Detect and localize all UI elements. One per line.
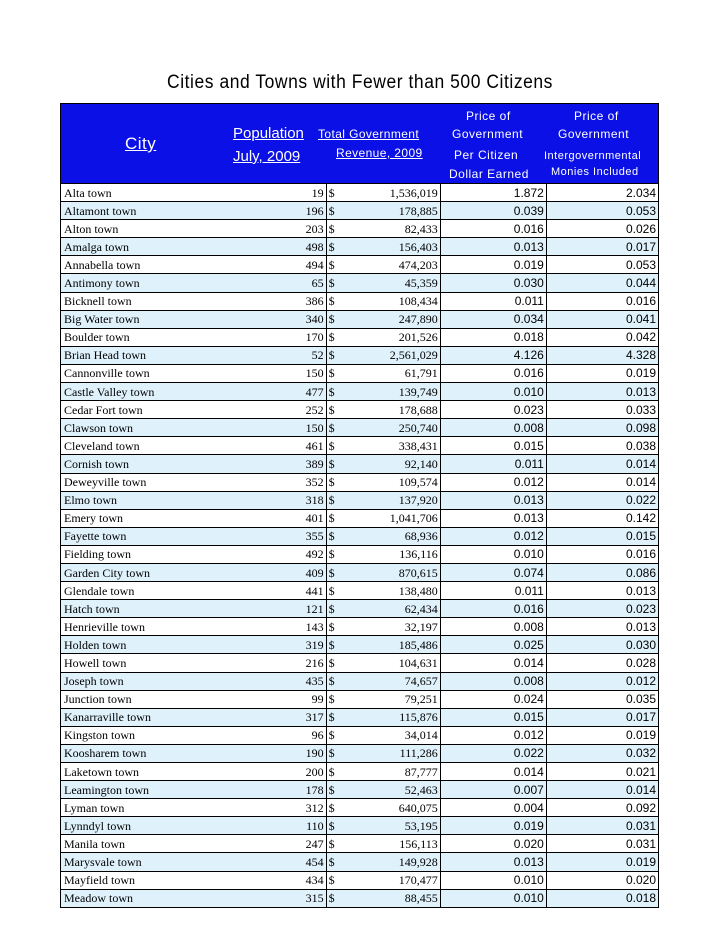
cell-currency: $ [326,437,343,455]
cell-population: 477 [221,383,327,401]
cell-price-citizen: 0.024 [440,690,546,708]
cell-price-citizen: 0.025 [440,636,546,654]
cell-population: 454 [221,853,327,871]
cell-price-citizen: 0.019 [440,256,546,274]
cell-currency: $ [326,871,343,889]
cell-population: 170 [221,328,327,346]
cell-revenue: 108,434 [343,292,440,310]
table-row [61,437,659,455]
cell-price-citizen: 0.011 [440,292,546,310]
cell-price-gov: 0.013 [546,618,658,636]
cell-currency: $ [326,781,343,799]
cell-currency: $ [326,618,343,636]
table-row [61,853,659,871]
cell-currency: $ [326,419,343,437]
cell-city: Lyman town [61,799,221,817]
table-row [61,708,659,726]
table-row [61,636,659,654]
cell-price-citizen: 0.016 [440,600,546,618]
cell-currency: $ [326,654,343,672]
cell-price-citizen: 0.015 [440,437,546,455]
cell-revenue: 170,477 [343,871,440,889]
cell-city: Boulder town [61,328,221,346]
cell-revenue: 870,615 [343,563,440,581]
cell-price-gov: 0.014 [546,455,658,473]
cell-currency: $ [326,383,343,401]
cell-city: Cornish town [61,455,221,473]
cell-population: 196 [221,202,327,220]
cell-city: Hatch town [61,600,221,618]
cell-price-gov: 0.017 [546,708,658,726]
cell-price-citizen: 0.010 [440,383,546,401]
cell-currency: $ [326,744,343,762]
table-row [61,835,659,853]
cell-revenue: 640,075 [343,799,440,817]
table-row [61,419,659,437]
table-row [61,455,659,473]
cell-city: Bicknell town [61,292,221,310]
cell-price-citizen: 0.010 [440,545,546,563]
cell-revenue: 1,041,706 [343,509,440,527]
cell-price-gov: 0.030 [546,636,658,654]
cell-currency: $ [326,889,343,907]
cell-population: 252 [221,401,327,419]
table-row [61,600,659,618]
cell-currency: $ [326,328,343,346]
cell-price-gov: 0.021 [546,763,658,781]
cell-revenue: 87,777 [343,763,440,781]
table-header [60,103,659,184]
table-row [61,220,659,238]
cell-city: Annabella town [61,256,221,274]
cell-price-gov: 0.019 [546,726,658,744]
header-price-citizen-4: Dollar Earned [449,167,529,181]
table-row [61,690,659,708]
header-city: City [125,134,157,153]
cell-price-gov: 0.053 [546,202,658,220]
cell-revenue: 32,197 [343,618,440,636]
cell-price-citizen: 0.015 [440,708,546,726]
cell-price-gov: 0.028 [546,654,658,672]
cell-population: 150 [221,419,327,437]
cell-revenue: 178,885 [343,202,440,220]
cell-city: Joseph town [61,672,221,690]
cell-population: 319 [221,636,327,654]
cell-price-gov: 0.031 [546,817,658,835]
table-row [61,563,659,581]
cell-price-citizen: 0.016 [440,364,546,382]
cell-currency: $ [326,799,343,817]
cell-price-gov: 0.015 [546,527,658,545]
cell-revenue: 104,631 [343,654,440,672]
cell-price-gov: 0.086 [546,563,658,581]
cell-population: 401 [221,509,327,527]
cell-currency: $ [326,835,343,853]
cell-population: 389 [221,455,327,473]
cell-population: 178 [221,781,327,799]
cell-price-citizen: 0.022 [440,744,546,762]
cell-currency: $ [326,274,343,292]
table-row [61,256,659,274]
cell-population: 409 [221,563,327,581]
cell-city: Junction town [61,690,221,708]
header-price-citizen-1: Price of [466,109,511,123]
cell-price-citizen: 0.013 [440,491,546,509]
cell-city: Laketown town [61,763,221,781]
table-row [61,763,659,781]
cell-city: Alton town [61,220,221,238]
cell-revenue: 156,113 [343,835,440,853]
cell-price-gov: 0.041 [546,310,658,328]
cell-currency: $ [326,346,343,364]
cell-city: Alta town [61,184,221,202]
cell-price-citizen: 0.023 [440,401,546,419]
cell-city: Glendale town [61,582,221,600]
header-price-gov-1: Price of [574,109,619,123]
cell-price-gov: 0.098 [546,419,658,437]
cell-population: 386 [221,292,327,310]
cell-population: 121 [221,600,327,618]
cell-city: Fielding town [61,545,221,563]
cell-revenue: 68,936 [343,527,440,545]
cell-price-gov: 0.033 [546,401,658,419]
cell-population: 203 [221,220,327,238]
cell-city: Cleveland town [61,437,221,455]
header-population-date: July, 2009 [233,148,301,165]
cell-revenue: 82,433 [343,220,440,238]
table-row [61,346,659,364]
cell-city: Elmo town [61,491,221,509]
cell-city: Henrieville town [61,618,221,636]
cell-currency: $ [326,708,343,726]
cell-revenue: 2,561,029 [343,346,440,364]
cell-city: Cedar Fort town [61,401,221,419]
cell-currency: $ [326,256,343,274]
table-row [61,473,659,491]
cell-revenue: 247,890 [343,310,440,328]
cell-price-citizen: 4.126 [440,346,546,364]
header-price-citizen-3: Per Citizen [454,148,519,162]
cell-price-citizen: 0.012 [440,473,546,491]
header-price-gov-4: Monies Included [551,166,639,178]
cell-population: 143 [221,618,327,636]
cell-revenue: 136,116 [343,545,440,563]
cell-price-citizen: 0.008 [440,419,546,437]
cell-revenue: 137,920 [343,491,440,509]
cell-price-citizen: 0.018 [440,328,546,346]
cell-price-gov: 2.034 [546,184,658,202]
cell-price-gov: 0.031 [546,835,658,853]
cell-revenue: 1,536,019 [343,184,440,202]
cell-currency: $ [326,690,343,708]
cell-price-citizen: 0.012 [440,527,546,545]
cell-currency: $ [326,238,343,256]
cell-price-gov: 0.019 [546,364,658,382]
cell-price-gov: 0.044 [546,274,658,292]
cell-price-gov: 0.014 [546,473,658,491]
cell-population: 65 [221,274,327,292]
cell-revenue: 74,657 [343,672,440,690]
table-row [61,527,659,545]
cell-population: 494 [221,256,327,274]
cell-city: Kingston town [61,726,221,744]
cell-currency: $ [326,202,343,220]
cell-price-citizen: 0.007 [440,781,546,799]
cell-price-gov: 0.053 [546,256,658,274]
cell-price-gov: 0.016 [546,292,658,310]
cell-city: Deweyville town [61,473,221,491]
cell-revenue: 52,463 [343,781,440,799]
cell-price-gov: 0.023 [546,600,658,618]
table-row [61,871,659,889]
cell-price-citizen: 0.012 [440,726,546,744]
cell-city: Antimony town [61,274,221,292]
cell-currency: $ [326,401,343,419]
cell-price-citizen: 0.013 [440,853,546,871]
header-population: Population [233,125,304,142]
cell-price-gov: 0.026 [546,220,658,238]
table-row [61,310,659,328]
cell-revenue: 149,928 [343,853,440,871]
cell-city: Amalga town [61,238,221,256]
cell-price-citizen: 0.010 [440,889,546,907]
table-row [61,654,659,672]
cell-population: 200 [221,763,327,781]
cell-price-citizen: 0.074 [440,563,546,581]
cell-currency: $ [326,545,343,563]
cell-city: Marysvale town [61,853,221,871]
cell-price-citizen: 0.030 [440,274,546,292]
cell-city: Lynndyl town [61,817,221,835]
cell-revenue: 474,203 [343,256,440,274]
cell-currency: $ [326,455,343,473]
table-row [61,401,659,419]
cell-revenue: 178,688 [343,401,440,419]
cell-currency: $ [326,763,343,781]
cell-price-citizen: 0.039 [440,202,546,220]
cell-revenue: 62,434 [343,600,440,618]
cell-population: 19 [221,184,327,202]
cell-currency: $ [326,292,343,310]
cell-revenue: 111,286 [343,744,440,762]
cell-population: 355 [221,527,327,545]
table-row [61,274,659,292]
cell-currency: $ [326,817,343,835]
cell-price-gov: 0.014 [546,781,658,799]
table-row [61,509,659,527]
cell-price-gov: 0.032 [546,744,658,762]
cell-population: 312 [221,799,327,817]
table-row [61,238,659,256]
cell-population: 492 [221,545,327,563]
cell-population: 434 [221,871,327,889]
cities-table [60,183,659,908]
table-row [61,817,659,835]
cell-population: 52 [221,346,327,364]
table-row [61,491,659,509]
cell-revenue: 115,876 [343,708,440,726]
cell-revenue: 250,740 [343,419,440,437]
cell-city: Castle Valley town [61,383,221,401]
cell-price-citizen: 0.034 [440,310,546,328]
cell-population: 216 [221,654,327,672]
cell-price-gov: 4.328 [546,346,658,364]
cell-price-gov: 0.038 [546,437,658,455]
cell-revenue: 156,403 [343,238,440,256]
cell-revenue: 185,486 [343,636,440,654]
cell-currency: $ [326,527,343,545]
cell-population: 190 [221,744,327,762]
cell-price-gov: 0.019 [546,853,658,871]
cell-revenue: 61,791 [343,364,440,382]
cell-currency: $ [326,672,343,690]
cell-city: Kanarraville town [61,708,221,726]
cell-city: Altamont town [61,202,221,220]
cell-city: Big Water town [61,310,221,328]
table-row [61,184,659,202]
cell-price-citizen: 0.008 [440,672,546,690]
cell-city: Meadow town [61,889,221,907]
table-row [61,364,659,382]
table-row [61,328,659,346]
cell-price-gov: 0.013 [546,383,658,401]
cell-revenue: 34,014 [343,726,440,744]
cell-price-gov: 0.035 [546,690,658,708]
cell-city: Manila town [61,835,221,853]
cell-population: 441 [221,582,327,600]
cell-population: 318 [221,491,327,509]
cell-revenue: 45,359 [343,274,440,292]
table-row [61,781,659,799]
cell-population: 317 [221,708,327,726]
table-row [61,202,659,220]
cell-revenue: 338,431 [343,437,440,455]
cell-population: 435 [221,672,327,690]
cell-price-gov: 0.016 [546,545,658,563]
table-row [61,383,659,401]
cell-population: 315 [221,889,327,907]
cell-revenue: 109,574 [343,473,440,491]
cell-revenue: 88,455 [343,889,440,907]
table-row [61,618,659,636]
cell-price-gov: 0.020 [546,871,658,889]
cell-population: 498 [221,238,327,256]
table-row [61,744,659,762]
cell-price-citizen: 0.011 [440,455,546,473]
cell-revenue: 201,526 [343,328,440,346]
table-row [61,889,659,907]
cell-currency: $ [326,509,343,527]
cell-price-gov: 0.022 [546,491,658,509]
table-row [61,799,659,817]
cell-revenue: 138,480 [343,582,440,600]
cell-currency: $ [326,220,343,238]
cell-revenue: 92,140 [343,455,440,473]
table-row [61,672,659,690]
cell-currency: $ [326,726,343,744]
cell-currency: $ [326,310,343,328]
cell-price-gov: 0.018 [546,889,658,907]
cell-price-citizen: 0.019 [440,817,546,835]
cell-currency: $ [326,600,343,618]
cell-city: Garden City town [61,563,221,581]
cell-city: Cannonville town [61,364,221,382]
header-price-gov-2: Government [558,127,630,141]
header-price-gov-3: Intergovernmental [544,150,642,162]
cell-price-citizen: 0.013 [440,238,546,256]
cell-population: 461 [221,437,327,455]
cell-currency: $ [326,853,343,871]
cell-city: Mayfield town [61,871,221,889]
cell-currency: $ [326,582,343,600]
cell-price-citizen: 0.008 [440,618,546,636]
header-price-citizen-2: Government [452,127,524,141]
header-revenue-year: Revenue, 2009 [336,146,423,160]
cell-population: 150 [221,364,327,382]
page-title: Cities and Towns with Fewer than 500 Citizens [167,72,553,93]
cell-currency: $ [326,473,343,491]
cell-city: Clawson town [61,419,221,437]
cell-city: Howell town [61,654,221,672]
cell-price-gov: 0.017 [546,238,658,256]
cell-currency: $ [326,491,343,509]
cell-population: 247 [221,835,327,853]
cell-price-citizen: 0.013 [440,509,546,527]
cell-price-citizen: 0.016 [440,220,546,238]
cell-price-citizen: 0.004 [440,799,546,817]
cell-population: 340 [221,310,327,328]
cell-price-gov: 0.092 [546,799,658,817]
cell-revenue: 53,195 [343,817,440,835]
cell-population: 352 [221,473,327,491]
cell-city: Leamington town [61,781,221,799]
cell-currency: $ [326,364,343,382]
cell-revenue: 139,749 [343,383,440,401]
cell-city: Fayette town [61,527,221,545]
header-revenue: Total Government [318,127,420,141]
cell-price-citizen: 1.872 [440,184,546,202]
table-row [61,582,659,600]
cell-price-citizen: 0.014 [440,763,546,781]
cell-currency: $ [326,184,343,202]
cell-city: Holden town [61,636,221,654]
cell-population: 110 [221,817,327,835]
cell-currency: $ [326,636,343,654]
cell-price-gov: 0.042 [546,328,658,346]
cell-price-citizen: 0.011 [440,582,546,600]
cell-price-citizen: 0.014 [440,654,546,672]
cell-price-gov: 0.012 [546,672,658,690]
cell-city: Koosharem town [61,744,221,762]
cell-city: Emery town [61,509,221,527]
table-row [61,292,659,310]
cell-price-citizen: 0.010 [440,871,546,889]
cell-price-gov: 0.142 [546,509,658,527]
cell-population: 96 [221,726,327,744]
table-row [61,726,659,744]
cell-city: Brian Head town [61,346,221,364]
table-row [61,545,659,563]
cell-currency: $ [326,563,343,581]
cell-population: 99 [221,690,327,708]
cell-revenue: 79,251 [343,690,440,708]
cell-price-citizen: 0.020 [440,835,546,853]
cell-price-gov: 0.013 [546,582,658,600]
